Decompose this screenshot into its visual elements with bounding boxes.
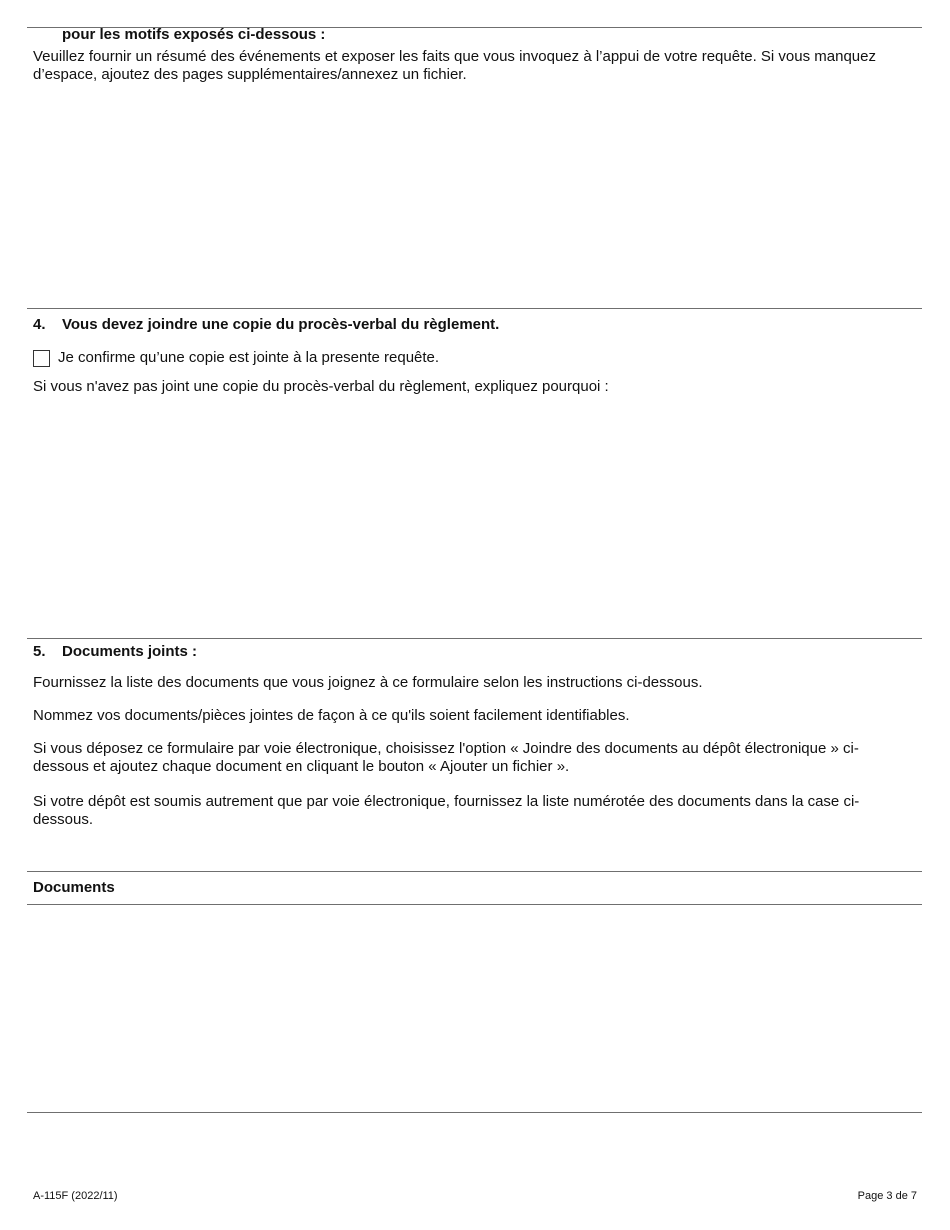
- section3-heading: pour les motifs exposés ci-dessous :: [62, 26, 326, 43]
- section4-title: Vous devez joindre une copie du procès-verbal du règlement.: [62, 316, 500, 333]
- section5-title: Documents joints :: [62, 643, 198, 660]
- copy-attached-checkbox[interactable]: [33, 350, 50, 367]
- documents-bottom-rule: [27, 1112, 922, 1113]
- copy-attached-label: Je confirme qu’une copie est jointe à la presente requête.: [58, 349, 440, 366]
- form-code: A-115F (2022/11): [33, 1190, 118, 1202]
- section3-text-area[interactable]: [30, 90, 920, 304]
- section5-para-2: Nommez vos documents/pièces jointes de façon à ce qu'ils soient facilement identifiables.: [33, 707, 630, 724]
- page-number: Page 3 de 7: [857, 1190, 917, 1202]
- section5-number: 5.: [33, 643, 46, 660]
- section5-para-3: Si vous déposez ce formulaire par voie électronique, choisissez l'option « Joindre des documents au dépôt électronique » ci-dessous et ajoutez chaque document en cliquant le bouton « Ajouter un fichier ».: [33, 740, 859, 775]
- explain-text-area[interactable]: [30, 400, 920, 632]
- section3-instructions: Veuillez fournir un résumé des événements et exposer les faits que vous invoquez à l’appui de votre requête. Si vous manquez d’espace, ajoutez des pages supplémentaires/annexez un fichier.: [33, 48, 876, 83]
- section4-number: 4.: [33, 316, 46, 333]
- section5-rule: [27, 638, 922, 639]
- section5-para-1: Fournissez la liste des documents que vous joignez à ce formulaire selon les instructions ci-dessous.: [33, 674, 703, 691]
- section5-para-4: Si votre dépôt est soumis autrement que par voie électronique, fournissez la liste numérotée des documents dans la case ci-dessous.: [33, 793, 860, 828]
- section4-rule: [27, 308, 922, 309]
- documents-label: Documents: [33, 879, 115, 896]
- explain-prompt: Si vous n'avez pas joint une copie du procès-verbal du règlement, expliquez pourquoi :: [33, 378, 609, 395]
- documents-top-rule: [27, 871, 922, 872]
- documents-list-area[interactable]: [30, 908, 920, 1108]
- documents-header-rule: [27, 904, 922, 905]
